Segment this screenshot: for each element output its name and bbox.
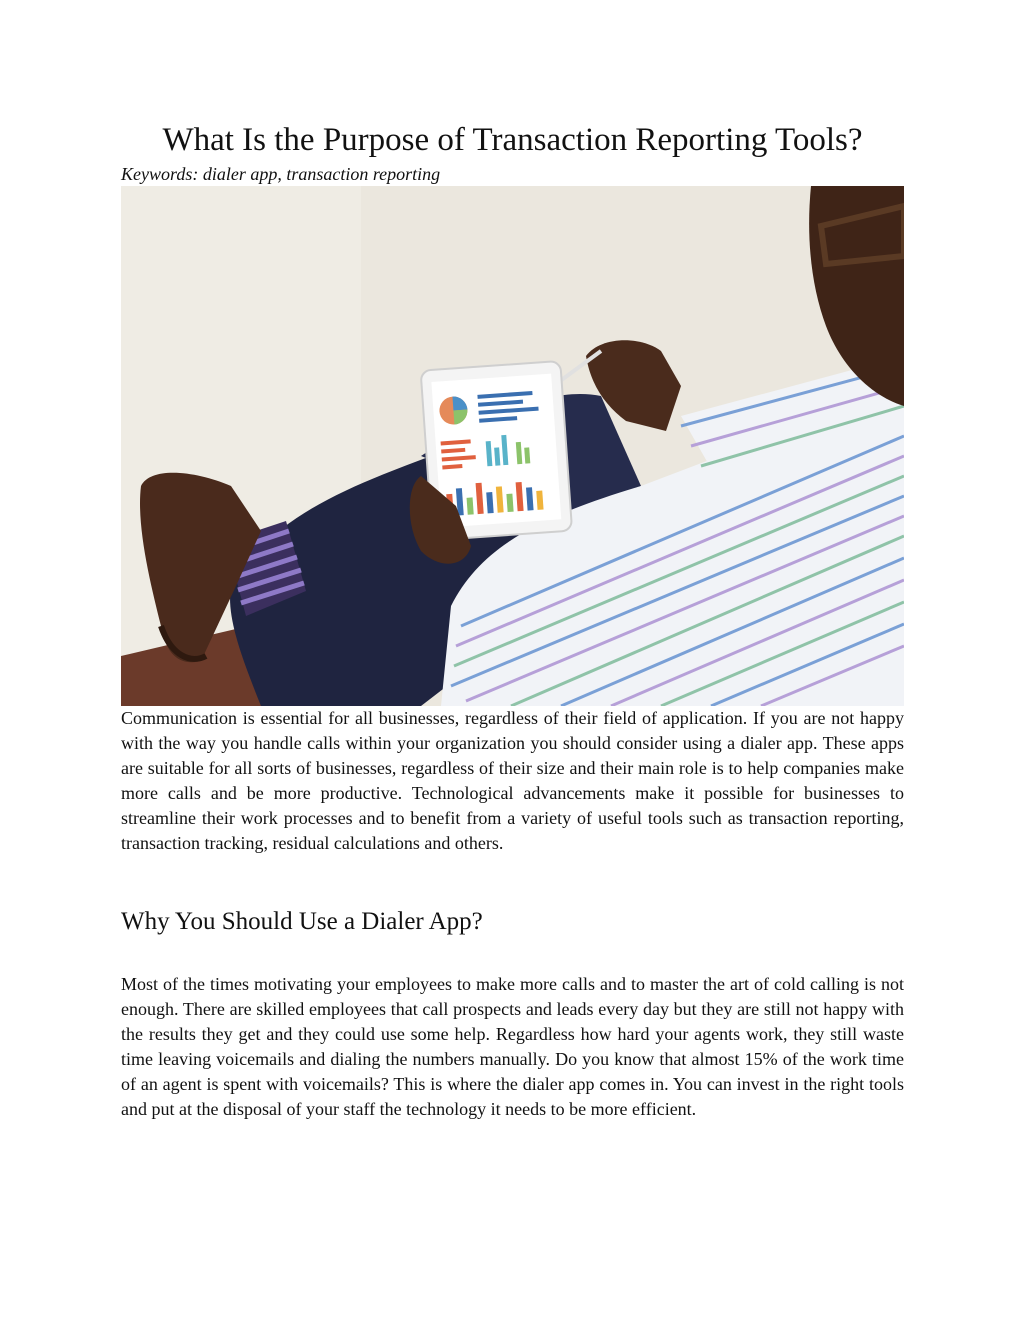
section-heading: Why You Should Use a Dialer App? [121, 908, 483, 935]
document-title: What Is the Purpose of Transaction Reporting Tools? [162, 122, 863, 158]
intro-paragraph: Communication is essential for all businesses, regardless of their field of application. If you are not happy with the way you handle calls within your organization you should consider using a dialer app. These apps are suitable for all sorts of businesses, regardless of their size and their main role is to help companies make more calls and be more productive. Technological advancements make it possible for businesses to streamline their work processes and to benefit from a variety of useful tools such as transaction reporting, transaction tracking, residual calculations and others. [121, 708, 904, 853]
section-paragraph: Most of the times motivating your employees to make more calls and to master the art of cold calling is not enough. There are skilled employees that call prospects and leads every day but they are still not happy with the results they get and they could use some help. Regardless how hard your agents work, they still waste time leaving voicemails and dialing the numbers manually. Do you know that almost 15% of the work time of an agent is spent with voicemails? This is where the dialer app comes in. You can invest in the right tools and put at the disposal of your staff the technology it needs to be more efficient. [121, 974, 904, 1119]
keywords-line: Keywords: dialer app, transaction reporting [121, 164, 441, 184]
article-photo [121, 186, 904, 706]
